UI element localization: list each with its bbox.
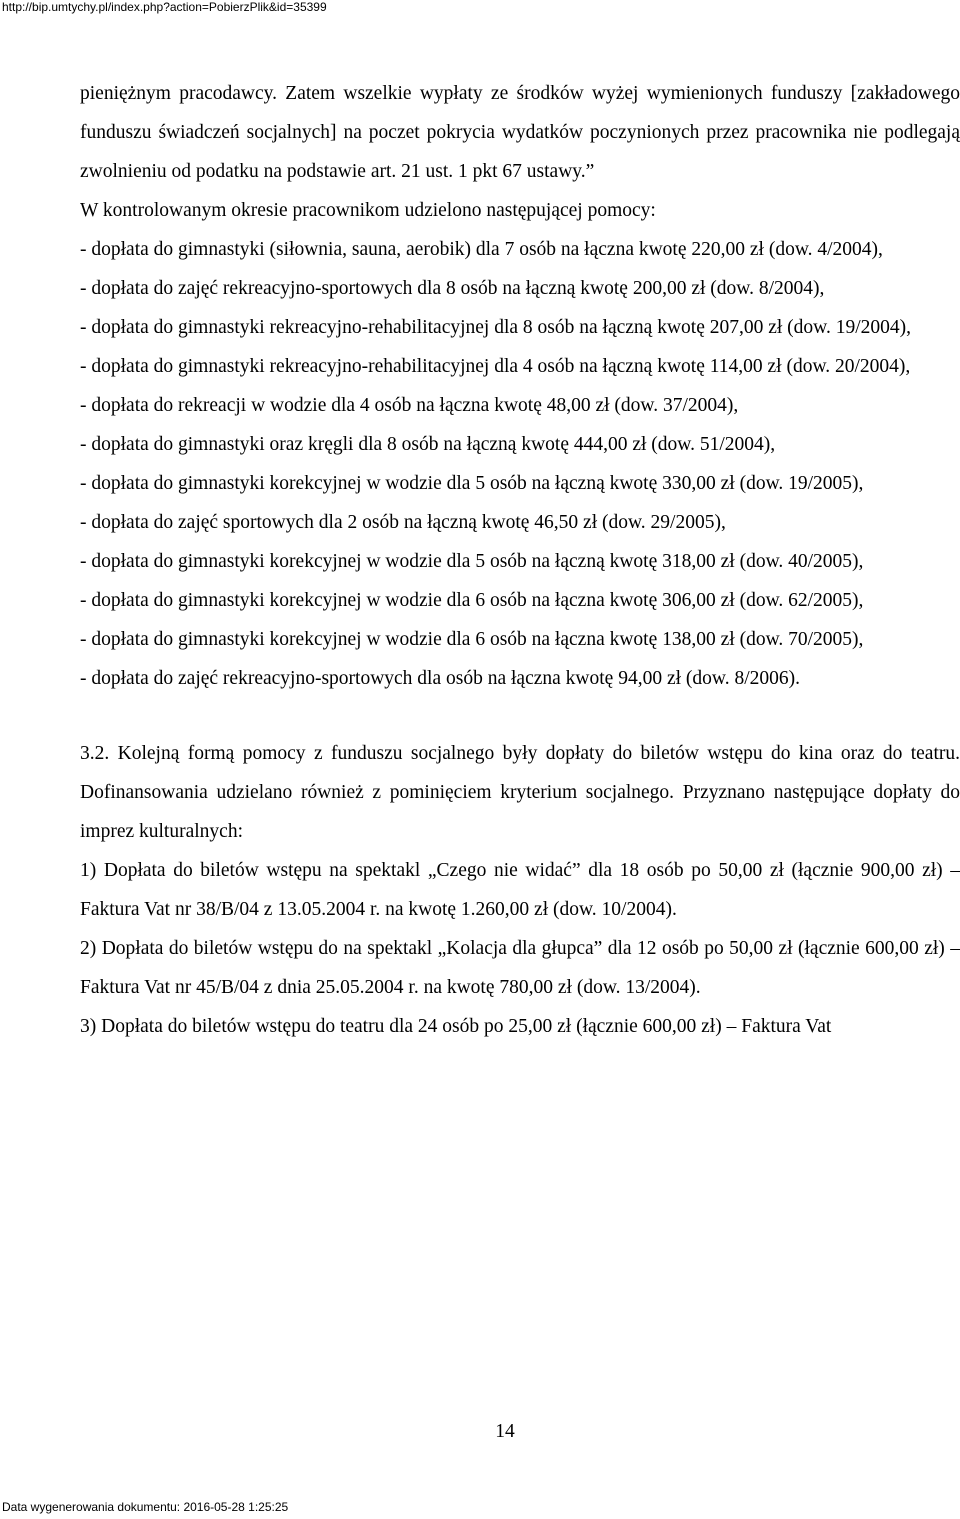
numbered-item: 1) Dopłata do biletów wstępu na spektakl „Czego nie widać” dla 18 osób po 50,00 zł (łącznie 900,00 zł) – Faktura Vat nr 38/B/04 z 13.05.2004 r. na kwotę 1.260,00 zł (dow. 10/2004).: [80, 860, 960, 920]
list-item: - dopłata do gimnastyki rekreacyjno-rehabilitacyjnej dla 4 osób na łączną kwotę 114,00 zł (dow. 20/2004),: [80, 356, 911, 377]
numbered-item: 2) Dopłata do biletów wstępu do na spektakl „Kolacja dla głupca” dla 12 osób po 50,00 zł (łącznie 600,00 zł) – Faktura Vat nr 45/B/04 z dnia 25.05.2004 r. na kwotę 780,00 zł (dow. 13/2004).: [80, 938, 960, 998]
numbered-item: 3) Dopłata do biletów wstępu do teatru dla 24 osób po 25,00 zł (łącznie 600,00 zł) – Faktura Vat: [80, 1016, 832, 1037]
list-item: - dopłata do gimnastyki rekreacyjno-rehabilitacyjnej dla 8 osób na łączną kwotę 207,00 zł (dow. 19/2004),: [80, 317, 912, 338]
generation-date-footer: Data wygenerowania dokumentu: 2016-05-28 1:25:25: [2, 1500, 289, 1514]
source-url: http://bip.umtychy.pl/index.php?action=PobierzPlik&id=35399: [2, 0, 327, 14]
list-item: - dopłata do gimnastyki korekcyjnej w wodzie dla 5 osób na łączną kwotę 318,00 zł (dow. 40/2005),: [80, 551, 864, 572]
list-item: - dopłata do zajęć rekreacyjno-sportowych dla 8 osób na łączną kwotę 200,00 zł (dow. 8/2004),: [80, 278, 825, 299]
list-item: - dopłata do zajęć rekreacyjno-sportowych dla osób na łączna kwotę 94,00 zł (dow. 8/2006).: [80, 668, 800, 689]
paragraph-quote-end: pieniężnym pracodawcy. Zatem wszelkie wypłaty ze środków wyżej wymienionych funduszy [zakładowego funduszu świadczeń socjalnych] na poczet pokrycia wydatków poczynionych przez pracownika nie podlegają zwolnieniu od podatku na podstawie art. 21 ust. 1 pkt 67 ustawy.”: [80, 83, 960, 182]
section-3-2: 3.2. Kolejną formą pomocy z funduszu socjalnego były dopłaty do biletów wstępu do kina oraz do teatru. Dofinansowania udzielano również z pominięciem kryterium socjalnego. Przyznano następujące dopłaty do imprez kulturalnych:: [80, 743, 960, 842]
list-item: - dopłata do zajęć sportowych dla 2 osób na łączną kwotę 46,50 zł (dow. 29/2005),: [80, 512, 726, 533]
list-item: - dopłata do gimnastyki oraz kręgli dla 8 osób na łączną kwotę 444,00 zł (dow. 51/2004),: [80, 434, 776, 455]
list-item: - dopłata do rekreacji w wodzie dla 4 osób na łączna kwotę 48,00 zł (dow. 37/2004),: [80, 395, 739, 416]
list-item: - dopłata do gimnastyki korekcyjnej w wodzie dla 6 osób na łączna kwotę 138,00 zł (dow. 70/2005),: [80, 629, 864, 650]
paragraph-intro: W kontrolowanym okresie pracownikom udzielono następującej pomocy:: [80, 200, 656, 221]
document-body: [80, 74, 960, 1046]
page-number: 14: [495, 1421, 515, 1442]
list-item: - dopłata do gimnastyki korekcyjnej w wodzie dla 6 osób na łączna kwotę 306,00 zł (dow. 62/2005),: [80, 590, 864, 611]
list-item: - dopłata do gimnastyki korekcyjnej w wodzie dla 5 osób na łączną kwotę 330,00 zł (dow. 19/2005),: [80, 473, 864, 494]
list-item: - dopłata do gimnastyki (siłownia, sauna, aerobik) dla 7 osób na łączna kwotę 220,00 zł (dow. 4/2004),: [80, 239, 883, 260]
